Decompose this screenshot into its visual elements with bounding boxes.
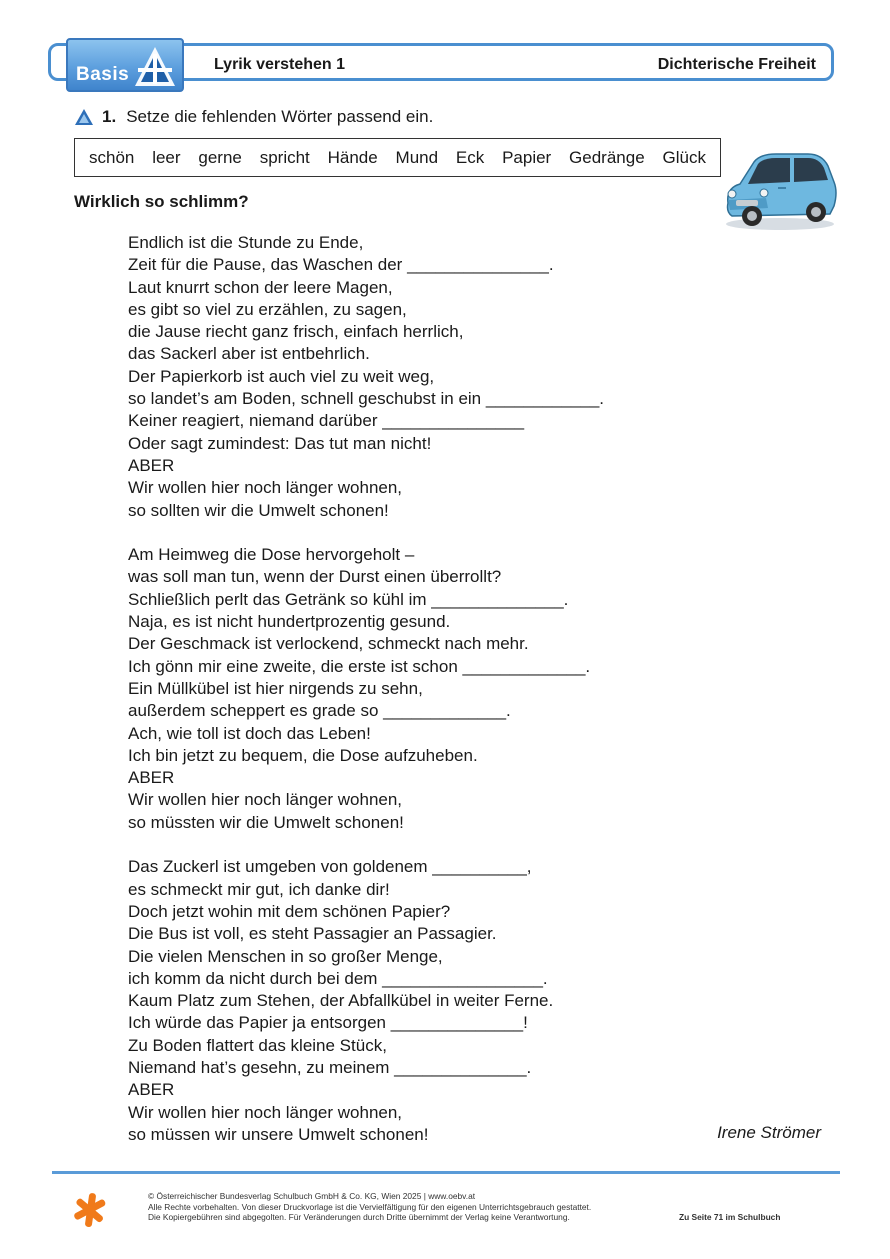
car-illustration [720, 148, 840, 234]
poem-line: Niemand hat’s gesehn, zu meinem ______________. [128, 1057, 532, 1077]
worksheet-topic: Dichterische Freiheit [657, 56, 816, 73]
word-bank-item: Eck [455, 147, 485, 167]
poem-line: Laut knurrt schon der leere Magen, [128, 277, 393, 297]
footer-divider [52, 1171, 840, 1174]
publisher-logo-icon [70, 1190, 110, 1230]
poem-author: Irene Strömer [717, 1123, 821, 1142]
word-bank-item: schön [89, 147, 135, 167]
poem-line: es schmeckt mir gut, ich danke dir! [128, 879, 390, 899]
poem-line: ich komm da nicht durch bei dem _________________. [128, 968, 548, 988]
poem-line: Am Heimweg die Dose hervorgeholt – [128, 545, 415, 565]
poem-line: Kaum Platz zum Stehen, der Abfallkübel in weiter Ferne. [128, 991, 554, 1011]
poem-line: Doch jetzt wohin mit dem schönen Papier? [128, 901, 451, 921]
poem-line: Ach, wie toll ist doch das Leben! [128, 723, 371, 743]
copyright-line: © Österreichischer Bundesverlag Schulbuch GmbH & Co. KG, Wien 2025 | www.oebv.at [148, 1191, 476, 1201]
copyright-line: Die Kopiergebühren sind abgegolten. Für Veränderungen durch Dritte übernimmt der Verlag keine Verantwortung. [148, 1212, 570, 1222]
poem-line: so müssen wir unsere Umwelt schonen! [128, 1124, 429, 1144]
poem-line: ABER [128, 455, 175, 475]
poem-line: Der Geschmack ist verlockend, schmeckt nach mehr. [128, 634, 529, 654]
poem-line: Die Bus ist voll, es steht Passagier an Passagier. [128, 924, 497, 944]
poem-line: außerdem scheppert es grade so _____________. [128, 701, 511, 721]
word-bank-item: leer [152, 147, 181, 167]
poem-line: Naja, es ist nicht hundertprozentig gesund. [128, 612, 451, 632]
task-instruction-row [74, 107, 433, 127]
poem-line: ABER [128, 768, 175, 788]
poem-line: so sollten wir die Umwelt schonen! [128, 500, 389, 520]
word-bank-item: Papier [502, 147, 552, 167]
difficulty-triangle-icon [74, 108, 94, 126]
copyright-notice [148, 1191, 591, 1223]
poem-line: Ich würde das Papier ja entsorgen ______________! [128, 1013, 528, 1033]
poem-line: ABER [128, 1080, 175, 1100]
copyright-line: Alle Rechte vorbehalten. Von dieser Druckvorlage ist die Vervielfältigung für den eigenen Unterrichtsgebrauch gestattet. [148, 1201, 592, 1212]
poem-line: Schließlich perlt das Getränk so kühl im ______________. [128, 589, 569, 609]
word-bank [74, 138, 721, 177]
worksheet-title: Lyrik verstehen 1 [214, 56, 346, 73]
poem-line: Zeit für die Pause, das Waschen der _______________. [128, 255, 554, 275]
poem-line: Zu Boden flattert das kleine Stück, [128, 1035, 387, 1055]
logo-label: Basis [76, 64, 130, 85]
poem-line: Wir wollen hier noch länger wohnen, [128, 790, 403, 810]
triangle-logo-icon [132, 44, 178, 90]
poem-line: Endlich ist die Stunde zu Ende, [128, 233, 364, 252]
schoolbook-reference: Zu Seite 71 im Schulbuch [679, 1212, 781, 1222]
poem-line: Oder sagt zumindest: Das tut man nicht! [128, 433, 432, 453]
poem-line: es gibt so viel zu erzählen, zu sagen, [128, 299, 407, 319]
poem-line: die Jause riecht ganz frisch, einfach herrlich, [128, 322, 464, 342]
word-bank-item: spricht [259, 147, 310, 167]
poem-line: Der Papierkorb ist auch viel zu weit weg, [128, 366, 435, 386]
task-text: Setze die fehlenden Wörter passend ein. [126, 107, 434, 126]
word-bank-item: gerne [198, 147, 242, 167]
poem-line: Keiner reagiert, niemand darüber _______________ [128, 411, 525, 431]
word-bank-item: Gedränge [569, 147, 645, 167]
poem-body [128, 232, 604, 1146]
poem-line: so müssten wir die Umwelt schonen! [128, 812, 404, 832]
basis-logo [66, 38, 184, 92]
word-bank-item: Glück [662, 147, 706, 167]
poem-title: Wirklich so schlimm? [74, 192, 249, 211]
poem-line: Ich gönn mir eine zweite, die erste ist schon _____________. [128, 656, 591, 676]
poem-line: was soll man tun, wenn der Durst einen überrollt? [128, 567, 502, 587]
word-bank-item: Mund [395, 147, 439, 167]
poem-line: Wir wollen hier noch länger wohnen, [128, 1102, 403, 1122]
poem-line: Die vielen Menschen in so großer Menge, [128, 946, 443, 966]
stanza-break [128, 522, 604, 544]
poem-line: so landet’s am Boden, schnell geschubst in ein ____________. [128, 389, 605, 409]
poem-line: das Sackerl aber ist entbehrlich. [128, 344, 370, 364]
task-number: 1. [102, 107, 117, 126]
poem-line: Ein Müllkübel ist hier nirgends zu sehn, [128, 678, 423, 698]
poem-line: Wir wollen hier noch länger wohnen, [128, 478, 403, 498]
poem-line: Das Zuckerl ist umgeben von goldenem __________, [128, 857, 532, 877]
poem-line: Ich bin jetzt zu bequem, die Dose aufzuheben. [128, 745, 478, 765]
word-bank-item: Hände [327, 147, 378, 167]
stanza-break [128, 834, 604, 856]
